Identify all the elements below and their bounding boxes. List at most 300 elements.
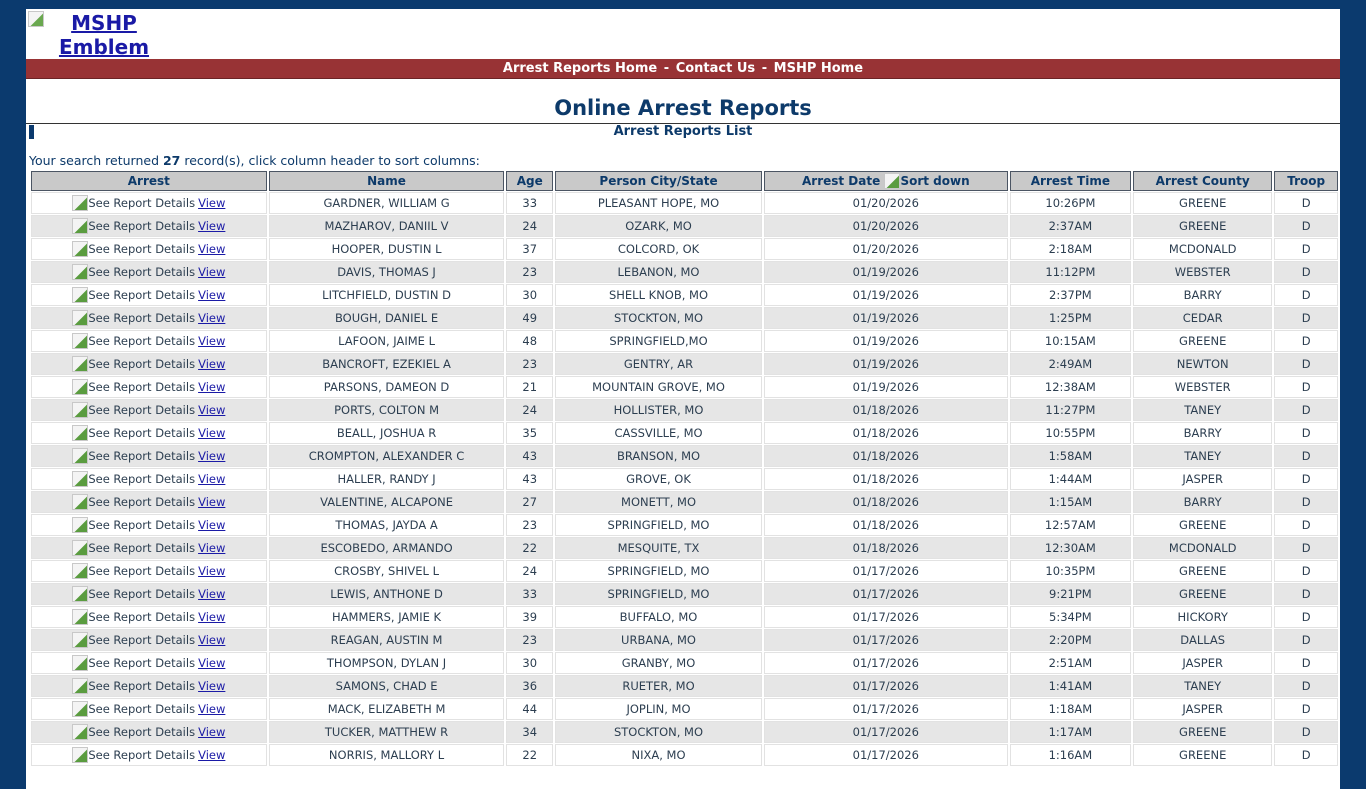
view-report-link[interactable]: View (198, 564, 226, 578)
age-cell: 37 (506, 238, 553, 260)
view-report-link[interactable]: View (198, 403, 226, 417)
report-details-icon (72, 540, 88, 556)
report-details-alt: See Report Details (88, 242, 196, 256)
arrest-date-cell: 01/20/2026 (764, 215, 1008, 237)
age-cell: 23 (506, 629, 553, 651)
name-cell: BANCROFT, EZEKIEL A (269, 353, 505, 375)
view-report-link[interactable]: View (198, 311, 226, 325)
city-state-cell: GRANBY, MO (555, 652, 762, 674)
broken-image-icon (28, 11, 44, 27)
name-cell: MAZHAROV, DANIIL V (269, 215, 505, 237)
name-cell: HAMMERS, JAMIE K (269, 606, 505, 628)
name-cell: HALLER, RANDY J (269, 468, 505, 490)
table-row (31, 583, 1338, 605)
arrest-county-cell: HICKORY (1133, 606, 1272, 628)
age-cell: 27 (506, 491, 553, 513)
arrest-time-cell: 1:41AM (1010, 675, 1131, 697)
arrest-date-cell: 01/20/2026 (764, 238, 1008, 260)
arrest-time-cell: 9:21PM (1010, 583, 1131, 605)
troop-cell: D (1274, 491, 1338, 513)
arrest-time-cell: 2:37PM (1010, 284, 1131, 306)
arrest-county-cell: GREENE (1133, 560, 1272, 582)
report-details-alt: See Report Details (88, 426, 196, 440)
table-row (31, 307, 1338, 329)
table-row (31, 537, 1338, 559)
troop-cell: D (1274, 583, 1338, 605)
arrest-county-cell: GREENE (1133, 721, 1272, 743)
arrest-date-cell: 01/17/2026 (764, 583, 1008, 605)
report-details-alt: See Report Details (88, 679, 196, 693)
arrest-date-cell: 01/20/2026 (764, 192, 1008, 214)
troop-cell: D (1274, 629, 1338, 651)
arrest-time-cell: 2:20PM (1010, 629, 1131, 651)
report-details-alt: See Report Details (88, 518, 196, 532)
view-report-link[interactable]: View (198, 357, 226, 371)
report-details-icon (72, 471, 88, 487)
age-cell: 21 (506, 376, 553, 398)
name-cell: LEWIS, ANTHONE D (269, 583, 505, 605)
arrest-county-cell: GREENE (1133, 583, 1272, 605)
view-report-link[interactable]: View (198, 288, 226, 302)
name-cell: ESCOBEDO, ARMANDO (269, 537, 505, 559)
table-row (31, 330, 1338, 352)
city-state-cell: SHELL KNOB, MO (555, 284, 762, 306)
age-cell: 24 (506, 215, 553, 237)
column-header-age[interactable]: Age (506, 171, 553, 191)
city-state-cell: NIXA, MO (555, 744, 762, 766)
view-report-link[interactable]: View (198, 610, 226, 624)
result-suffix: record(s), click column header to sort columns: (180, 153, 480, 168)
arrest-date-cell: 01/19/2026 (764, 330, 1008, 352)
report-details-alt: See Report Details (88, 288, 196, 302)
arrest-cell (31, 560, 267, 582)
report-details-icon (72, 517, 88, 533)
report-details-icon (72, 632, 88, 648)
table-row (31, 215, 1338, 237)
arrest-cell (31, 284, 267, 306)
city-state-cell: MOUNTAIN GROVE, MO (555, 376, 762, 398)
view-report-link[interactable]: View (198, 334, 226, 348)
city-state-cell: SPRINGFIELD,MO (555, 330, 762, 352)
city-state-cell: URBANA, MO (555, 629, 762, 651)
report-details-alt: See Report Details (88, 633, 196, 647)
report-details-icon (72, 241, 88, 257)
view-report-link[interactable]: View (198, 449, 226, 463)
name-cell: VALENTINE, ALCAPONE (269, 491, 505, 513)
view-report-link[interactable]: View (198, 518, 226, 532)
arrest-time-cell: 12:38AM (1010, 376, 1131, 398)
report-details-alt: See Report Details (88, 541, 196, 555)
report-details-alt: See Report Details (88, 702, 196, 716)
arrest-time-cell: 2:51AM (1010, 652, 1131, 674)
arrest-county-cell: JASPER (1133, 652, 1272, 674)
view-report-link[interactable]: View (198, 495, 226, 509)
table-row (31, 238, 1338, 260)
troop-cell: D (1274, 514, 1338, 536)
arrest-county-cell: WEBSTER (1133, 261, 1272, 283)
city-state-cell: SPRINGFIELD, MO (555, 560, 762, 582)
column-header-arrest-date[interactable] (764, 171, 1008, 191)
report-details-icon (72, 609, 88, 625)
city-state-cell: GENTRY, AR (555, 353, 762, 375)
view-report-link[interactable]: View (198, 426, 226, 440)
report-details-icon (72, 678, 88, 694)
page-container (26, 9, 1340, 789)
troop-cell: D (1274, 744, 1338, 766)
arrest-time-cell: 11:27PM (1010, 399, 1131, 421)
troop-cell: D (1274, 330, 1338, 352)
report-details-icon (72, 586, 88, 602)
page-title: Online Arrest Reports (554, 96, 812, 120)
arrest-time-cell: 2:49AM (1010, 353, 1131, 375)
name-cell: THOMPSON, DYLAN J (269, 652, 505, 674)
arrest-time-cell: 12:30AM (1010, 537, 1131, 559)
report-details-alt: See Report Details (88, 449, 196, 463)
arrest-cell (31, 353, 267, 375)
arrest-date-cell: 01/17/2026 (764, 698, 1008, 720)
city-state-cell: PLEASANT HOPE, MO (555, 192, 762, 214)
view-report-link[interactable]: View (198, 541, 226, 555)
arrest-cell (31, 491, 267, 513)
arrest-cell (31, 721, 267, 743)
troop-cell: D (1274, 606, 1338, 628)
table-row (31, 606, 1338, 628)
arrest-county-cell: BARRY (1133, 491, 1272, 513)
view-report-link[interactable]: View (198, 242, 226, 256)
city-state-cell: GROVE, OK (555, 468, 762, 490)
arrest-time-cell: 10:15AM (1010, 330, 1131, 352)
troop-cell: D (1274, 261, 1338, 283)
age-cell: 43 (506, 445, 553, 467)
name-cell: BOUGH, DANIEL E (269, 307, 505, 329)
report-details-alt: See Report Details (88, 725, 196, 739)
report-details-alt: See Report Details (88, 403, 196, 417)
troop-cell: D (1274, 215, 1338, 237)
arrest-county-cell: WEBSTER (1133, 376, 1272, 398)
sort-down-icon (884, 173, 900, 189)
table-row (31, 560, 1338, 582)
column-header-arrest-county[interactable]: Arrest County (1133, 171, 1272, 191)
city-state-cell: MONETT, MO (555, 491, 762, 513)
troop-cell: D (1274, 560, 1338, 582)
view-report-link[interactable]: View (198, 679, 226, 693)
arrest-county-cell: BARRY (1133, 422, 1272, 444)
view-report-link[interactable]: View (198, 380, 226, 394)
table-body (31, 192, 1338, 766)
table-row (31, 491, 1338, 513)
arrest-date-cell: 01/17/2026 (764, 629, 1008, 651)
name-cell: CROMPTON, ALEXANDER C (269, 445, 505, 467)
age-cell: 39 (506, 606, 553, 628)
search-result-summary (26, 153, 1340, 169)
arrest-time-cell: 2:37AM (1010, 215, 1131, 237)
troop-cell: D (1274, 445, 1338, 467)
age-cell: 23 (506, 261, 553, 283)
name-cell: THOMAS, JAYDA A (269, 514, 505, 536)
name-cell: NORRIS, MALLORY L (269, 744, 505, 766)
troop-cell: D (1274, 468, 1338, 490)
view-report-link[interactable]: View (198, 472, 226, 486)
arrest-time-cell: 5:34PM (1010, 606, 1131, 628)
result-count: 27 (162, 153, 181, 168)
city-state-cell: BRANSON, MO (555, 445, 762, 467)
name-cell: LITCHFIELD, DUSTIN D (269, 284, 505, 306)
city-state-cell: CASSVILLE, MO (555, 422, 762, 444)
troop-cell: D (1274, 698, 1338, 720)
city-state-cell: LEBANON, MO (555, 261, 762, 283)
age-cell: 33 (506, 192, 553, 214)
arrest-county-cell: GREENE (1133, 215, 1272, 237)
report-details-icon (72, 655, 88, 671)
age-cell: 36 (506, 675, 553, 697)
arrest-date-cell: 01/18/2026 (764, 491, 1008, 513)
nav-separator: - (663, 61, 670, 76)
arrest-date-cell: 01/18/2026 (764, 445, 1008, 467)
arrest-cell (31, 445, 267, 467)
arrest-time-cell: 1:58AM (1010, 445, 1131, 467)
arrest-county-cell: JASPER (1133, 468, 1272, 490)
arrest-county-cell: JASPER (1133, 698, 1272, 720)
age-cell: 24 (506, 399, 553, 421)
name-cell: PARSONS, DAMEON D (269, 376, 505, 398)
troop-cell: D (1274, 652, 1338, 674)
report-details-alt: See Report Details (88, 748, 196, 762)
report-details-icon (72, 333, 88, 349)
view-report-link[interactable]: View (198, 219, 226, 233)
view-report-link[interactable]: View (198, 656, 226, 670)
name-cell: LAFOON, JAIME L (269, 330, 505, 352)
name-cell: PORTS, COLTON M (269, 399, 505, 421)
report-details-alt: See Report Details (88, 380, 196, 394)
city-state-cell: SPRINGFIELD, MO (555, 514, 762, 536)
report-details-alt: See Report Details (88, 311, 196, 325)
view-report-link[interactable]: View (198, 725, 226, 739)
top-nav-bar (26, 59, 1340, 79)
report-details-alt: See Report Details (88, 610, 196, 624)
name-cell: SAMONS, CHAD E (269, 675, 505, 697)
troop-cell: D (1274, 307, 1338, 329)
arrest-reports-table (29, 170, 1340, 767)
troop-cell: D (1274, 284, 1338, 306)
page-subtitle: Arrest Reports List (613, 124, 753, 139)
report-details-alt: See Report Details (88, 495, 196, 509)
report-details-icon (72, 747, 88, 763)
age-cell: 44 (506, 698, 553, 720)
arrest-date-label: Arrest Date (801, 174, 881, 188)
table-row (31, 445, 1338, 467)
report-details-icon (72, 287, 88, 303)
arrest-cell (31, 606, 267, 628)
report-details-alt: See Report Details (88, 196, 196, 210)
city-state-cell: STOCKTON, MO (555, 721, 762, 743)
arrest-county-cell: NEWTON (1133, 353, 1272, 375)
arrest-date-cell: 01/17/2026 (764, 721, 1008, 743)
arrest-cell (31, 744, 267, 766)
city-state-cell: RUETER, MO (555, 675, 762, 697)
arrest-cell (31, 468, 267, 490)
arrest-cell (31, 238, 267, 260)
arrest-date-cell: 01/19/2026 (764, 353, 1008, 375)
age-cell: 22 (506, 537, 553, 559)
report-details-alt: See Report Details (88, 334, 196, 348)
arrest-date-cell: 01/18/2026 (764, 514, 1008, 536)
age-cell: 33 (506, 583, 553, 605)
arrest-time-cell: 12:57AM (1010, 514, 1131, 536)
arrest-county-cell: CEDAR (1133, 307, 1272, 329)
report-details-icon (72, 425, 88, 441)
view-report-link[interactable]: View (198, 748, 226, 762)
table-row (31, 261, 1338, 283)
age-cell: 43 (506, 468, 553, 490)
report-details-icon (72, 310, 88, 326)
column-header-arrest[interactable]: Arrest (31, 171, 267, 191)
nav-arrest-reports-home[interactable]: Arrest Reports Home (502, 61, 658, 76)
arrest-date-cell: 01/19/2026 (764, 261, 1008, 283)
table-row (31, 652, 1338, 674)
arrest-cell (31, 330, 267, 352)
view-report-link[interactable]: View (198, 702, 226, 716)
city-state-cell: BUFFALO, MO (555, 606, 762, 628)
report-details-alt: See Report Details (88, 472, 196, 486)
subtitle-row (26, 124, 1340, 140)
report-details-icon (72, 195, 88, 211)
report-details-icon (72, 563, 88, 579)
column-header-city-state[interactable]: Person City/State (555, 171, 762, 191)
view-report-link[interactable]: View (198, 587, 226, 601)
arrest-cell (31, 422, 267, 444)
age-cell: 24 (506, 560, 553, 582)
arrest-cell (31, 583, 267, 605)
arrest-cell (31, 307, 267, 329)
city-state-cell: JOPLIN, MO (555, 698, 762, 720)
table-row (31, 675, 1338, 697)
troop-cell: D (1274, 399, 1338, 421)
view-report-link[interactable]: View (198, 633, 226, 647)
mshp-emblem-link[interactable]: MSHP Emblem (58, 11, 150, 59)
arrest-time-cell: 11:12PM (1010, 261, 1131, 283)
arrest-cell (31, 215, 267, 237)
arrest-cell (31, 537, 267, 559)
arrest-county-cell: TANEY (1133, 675, 1272, 697)
arrest-cell (31, 675, 267, 697)
age-cell: 48 (506, 330, 553, 352)
arrest-county-cell: MCDONALD (1133, 238, 1272, 260)
table-row (31, 192, 1338, 214)
age-cell: 22 (506, 744, 553, 766)
troop-cell: D (1274, 537, 1338, 559)
troop-cell: D (1274, 721, 1338, 743)
column-header-name[interactable]: Name (269, 171, 505, 191)
report-details-icon (72, 724, 88, 740)
city-state-cell: STOCKTON, MO (555, 307, 762, 329)
report-details-icon (72, 218, 88, 234)
arrest-date-cell: 01/18/2026 (764, 468, 1008, 490)
age-cell: 30 (506, 652, 553, 674)
view-report-link[interactable]: View (198, 265, 226, 279)
arrest-time-cell: 10:35PM (1010, 560, 1131, 582)
table-row (31, 744, 1338, 766)
troop-cell: D (1274, 376, 1338, 398)
arrest-date-cell: 01/17/2026 (764, 652, 1008, 674)
view-report-link[interactable]: View (198, 196, 226, 210)
age-cell: 30 (506, 284, 553, 306)
arrest-date-cell: 01/17/2026 (764, 744, 1008, 766)
city-state-cell: COLCORD, OK (555, 238, 762, 260)
arrest-cell (31, 192, 267, 214)
name-cell: BEALL, JOSHUA R (269, 422, 505, 444)
report-details-icon (72, 701, 88, 717)
city-state-cell: SPRINGFIELD, MO (555, 583, 762, 605)
arrest-cell (31, 629, 267, 651)
arrest-county-cell: DALLAS (1133, 629, 1272, 651)
troop-cell: D (1274, 422, 1338, 444)
report-details-icon (72, 264, 88, 280)
city-state-cell: HOLLISTER, MO (555, 399, 762, 421)
age-cell: 34 (506, 721, 553, 743)
arrest-cell (31, 698, 267, 720)
column-header-troop[interactable]: Troop (1274, 171, 1338, 191)
report-details-alt: See Report Details (88, 357, 196, 371)
troop-cell: D (1274, 353, 1338, 375)
name-cell: MACK, ELIZABETH M (269, 698, 505, 720)
arrest-cell (31, 261, 267, 283)
name-cell: CROSBY, SHIVEL L (269, 560, 505, 582)
troop-cell: D (1274, 192, 1338, 214)
name-cell: TUCKER, MATTHEW R (269, 721, 505, 743)
arrest-time-cell: 10:26PM (1010, 192, 1131, 214)
name-cell: REAGAN, AUSTIN M (269, 629, 505, 651)
arrest-county-cell: GREENE (1133, 330, 1272, 352)
nav-separator: - (761, 61, 768, 76)
arrest-time-cell: 10:55PM (1010, 422, 1131, 444)
arrest-county-cell: TANEY (1133, 399, 1272, 421)
arrest-date-cell: 01/18/2026 (764, 422, 1008, 444)
report-details-icon (72, 402, 88, 418)
arrest-county-cell: GREENE (1133, 514, 1272, 536)
result-prefix: Your search returned (29, 153, 163, 168)
arrest-county-cell: TANEY (1133, 445, 1272, 467)
table-row (31, 422, 1338, 444)
name-cell: GARDNER, WILLIAM G (269, 192, 505, 214)
table-row (31, 376, 1338, 398)
age-cell: 23 (506, 514, 553, 536)
troop-cell: D (1274, 675, 1338, 697)
arrest-date-cell: 01/19/2026 (764, 284, 1008, 306)
table-row (31, 721, 1338, 743)
logo-area (26, 9, 1340, 59)
arrest-county-cell: MCDONALD (1133, 537, 1272, 559)
name-cell: HOOPER, DUSTIN L (269, 238, 505, 260)
nav-mshp-home[interactable]: MSHP Home (773, 61, 864, 76)
report-details-icon (72, 448, 88, 464)
table-header-row (31, 171, 1338, 191)
nav-contact-us[interactable]: Contact Us (675, 61, 756, 76)
arrest-time-cell: 2:18AM (1010, 238, 1131, 260)
age-cell: 23 (506, 353, 553, 375)
table-row (31, 353, 1338, 375)
arrest-date-cell: 01/17/2026 (764, 606, 1008, 628)
arrest-date-cell: 01/18/2026 (764, 399, 1008, 421)
column-header-arrest-time[interactable]: Arrest Time (1010, 171, 1131, 191)
arrest-cell (31, 399, 267, 421)
age-cell: 35 (506, 422, 553, 444)
arrest-time-cell: 1:15AM (1010, 491, 1131, 513)
arrest-cell (31, 376, 267, 398)
subtitle-marker (29, 125, 34, 139)
arrest-date-cell: 01/18/2026 (764, 537, 1008, 559)
sort-down-alt: Sort down (900, 174, 970, 188)
arrest-time-cell: 1:16AM (1010, 744, 1131, 766)
